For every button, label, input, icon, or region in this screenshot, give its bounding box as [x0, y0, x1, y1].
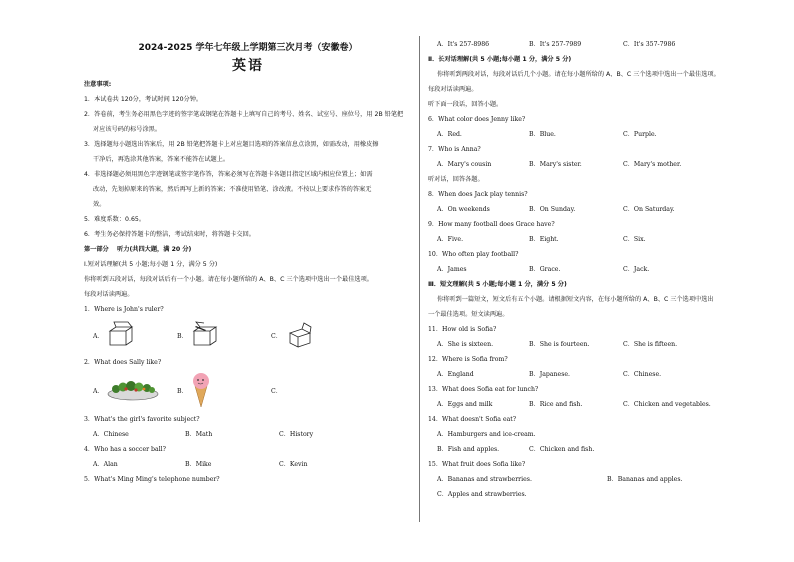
question-15-option-c-row: [428, 490, 760, 499]
note-line: 3．选择题每小题选出答案后，用 2B 铅笔把答题卡上对应题目选项的答案信息点涂黑，如需改动，用橡皮擦: [84, 141, 379, 148]
note-line: 5．难度系数：0.65。: [84, 216, 146, 223]
dialog-two-prompt: 听对话，回答各题。: [428, 176, 484, 183]
right-column: [428, 38, 760, 499]
question-14-option-a-row: [428, 430, 760, 439]
note-line: 4．非选择题必须用黑色字迹钢笔或签字笔作答，答案必须写在答题卡各题目指定区域内相应位置上；如需: [84, 171, 373, 178]
option-b[interactable]: B．Fish and apples.: [437, 446, 500, 453]
question-12: 12．Where is Sofia from?: [428, 356, 508, 363]
question-7: 7．Who is Anna?: [428, 146, 481, 153]
option-c[interactable]: C．History: [279, 431, 314, 438]
option-a[interactable]: A．It's 257-8986: [437, 41, 490, 48]
question-11-options: [428, 340, 760, 349]
option-a[interactable]: A．She is sixteen.: [437, 341, 494, 348]
section-one-instruction: 你将听到五段对话，每段对话后有一个小题。请在每小题所给的 A、B、C 三个选项中选出一个最佳选项。: [84, 276, 373, 283]
option-c[interactable]: C．Six.: [623, 236, 646, 243]
option-label: C．: [271, 387, 282, 395]
option-b[interactable]: B．Eight.: [529, 236, 559, 243]
open-box-icon: [106, 321, 136, 349]
note-line: 6．考生务必保持答题卡的整洁，考试结束时，将答题卡交回。: [84, 231, 255, 238]
question-7-options: [428, 160, 760, 169]
section-one-instruction: 每段对话读两遍。: [84, 291, 134, 298]
option-c[interactable]: C．On Saturday.: [623, 206, 675, 213]
column-divider: [419, 36, 420, 522]
option-b[interactable]: B．Math: [185, 431, 213, 438]
option-a[interactable]: A．England: [437, 371, 474, 378]
section-two-heading: Ⅱ．长对话理解(共 5 小题;每小题 1 分，满分 5 分): [428, 56, 572, 63]
notes-heading: 注意事项:: [84, 81, 112, 88]
option-c[interactable]: C．Chicken and vegetables.: [623, 401, 711, 408]
option-b[interactable]: B．Mary's sister.: [529, 161, 582, 168]
option-a[interactable]: A．On weekends: [437, 206, 490, 213]
question-14-options-bc: [428, 445, 760, 454]
question-14: 14．What doesn't Sofia eat?: [428, 416, 517, 423]
note-line: 1．本试卷共 120分，考试时间 120分钟。: [84, 96, 203, 103]
note-line: 对应该号码的标号涂黑。: [93, 126, 162, 133]
section-one-heading: Ⅰ.短对话理解(共 5 小题;每小题 1 分，满分 5 分): [84, 261, 218, 268]
option-c[interactable]: C．Jack.: [623, 266, 650, 273]
option-a[interactable]: A．Five.: [437, 236, 464, 243]
option-b[interactable]: B．Rice and fish.: [529, 401, 583, 408]
question-15: 15．What fruit does Sofia like?: [428, 461, 526, 468]
option-c[interactable]: C．Chicken and fish.: [529, 446, 595, 453]
exam-title: 2024-2025 学年七年级上学期第三次月考（安徽卷）: [138, 43, 358, 53]
question-10-options: [428, 265, 760, 274]
question-5: 5．What's Ming Ming's telephone number?: [84, 476, 220, 483]
option-c[interactable]: C．Apples and strawberries.: [437, 491, 527, 498]
option-b[interactable]: [177, 321, 271, 349]
option-c[interactable]: C．Mary's mother.: [623, 161, 682, 168]
question-9-options: [428, 235, 760, 244]
option-a[interactable]: A．Bananas and strawberries.: [437, 476, 532, 483]
subject-title: 英语: [232, 58, 264, 74]
option-a[interactable]: [84, 378, 177, 402]
question-8-options: [428, 205, 760, 214]
question-3: 3．What's the girl's favorite subject?: [84, 416, 200, 423]
option-b[interactable]: B．Bananas and apples.: [607, 476, 683, 483]
option-c[interactable]: C．It's 357-7986: [623, 41, 676, 48]
option-c[interactable]: C．Chinese.: [623, 371, 662, 378]
part-one-heading: 第一部分 听力(共四大题，满 20 分): [84, 246, 192, 253]
tilted-box-icon: [284, 321, 314, 349]
question-4: 4．Who has a soccer ball?: [84, 446, 166, 453]
option-a[interactable]: A．Eggs and milk: [437, 401, 493, 408]
option-b[interactable]: B．On Sunday.: [529, 206, 576, 213]
section-two-instruction: 你将听到两段对话，每段对话后几个小题。请在每小题所给的 A、B、C 三个选项中选出一个最佳选项。: [437, 71, 720, 78]
section-two-instruction: 每段对话读两遍。: [428, 86, 478, 93]
left-column: [84, 34, 412, 484]
option-a[interactable]: A．Mary's cousin: [437, 161, 492, 168]
question-13-options: [428, 400, 760, 409]
option-b[interactable]: B．She is fourteen.: [529, 341, 590, 348]
option-a[interactable]: [84, 321, 177, 349]
option-c[interactable]: C．Kevin: [279, 461, 308, 468]
question-10: 10．Who often play football?: [428, 251, 519, 258]
section-three-instruction: 一个最佳选项。短文读两遍。: [428, 311, 509, 318]
question-2-pictures: [84, 371, 412, 409]
section-three-heading: Ⅲ．短文理解(共 5 小题;每小题 1 分，满分 5 分): [428, 281, 567, 288]
note-line: 干净后，再选涂其他答案，答案不能答在试题上。: [93, 156, 230, 163]
dialog-one-prompt: 听下面一段话，回答小题。: [428, 101, 503, 108]
question-9: 9．How many football does Grace have?: [428, 221, 555, 228]
question-1: 1．Where is John's ruler?: [84, 306, 164, 313]
question-15-options-ab: [428, 475, 760, 484]
option-c[interactable]: [271, 321, 314, 349]
option-b[interactable]: B．Japanese.: [529, 371, 571, 378]
option-label: A．: [93, 332, 104, 340]
question-8: 8．When does Jack play tennis?: [428, 191, 528, 198]
question-13: 13．What does Sofia eat for lunch?: [428, 386, 539, 393]
option-b[interactable]: B．Grace.: [529, 266, 561, 273]
question-4-options: [84, 460, 412, 469]
question-6: 6．What color does Jenny like?: [428, 116, 526, 123]
salad-bowl-icon: [106, 378, 160, 402]
question-12-options: [428, 370, 760, 379]
option-c[interactable]: C．Purple.: [623, 131, 657, 138]
question-2: 2．What does Sally like?: [84, 359, 162, 366]
question-6-options: [428, 130, 760, 139]
option-b[interactable]: [177, 372, 271, 408]
option-a[interactable]: A．James: [437, 266, 467, 273]
note-line: 效。: [93, 201, 106, 208]
question-3-options: [84, 430, 412, 439]
question-1-pictures: [84, 318, 412, 352]
option-label: B．: [177, 332, 188, 340]
option-label: A．: [93, 387, 104, 395]
option-c[interactable]: C．She is fifteen.: [623, 341, 678, 348]
option-a[interactable]: A．Hamburgers and ice-cream.: [437, 431, 536, 438]
box-with-ruler-icon: [190, 321, 220, 349]
question-5-options: [428, 40, 760, 49]
option-b[interactable]: B．It's 257-7989: [529, 41, 582, 48]
option-a[interactable]: A．Alan: [93, 461, 118, 468]
option-a[interactable]: A．Red.: [437, 131, 462, 138]
note-line: 改动，先划掉原来的答案，然后再写上新的答案；不准使用铅笔、涂改液。不按以上要求作答的答案无: [93, 186, 372, 193]
section-three-instruction: 你将听到一篇短文，短文后有五个小题。请根据短文内容，在每小题所给的 A、B、C 三个选项中选出: [437, 296, 714, 303]
option-c[interactable]: [271, 386, 284, 395]
option-b[interactable]: B．Mike: [185, 461, 212, 468]
note-line: 2．答卷前，考生务必用黑色字迹的签字笔或钢笔在答题卡上填写自己的考号、姓名、试室号、座位号，用 2B 铅笔把: [84, 111, 404, 118]
option-a[interactable]: A．Chinese: [93, 431, 129, 438]
ice-cream-icon: [190, 372, 212, 408]
option-label: B．: [177, 387, 188, 395]
question-11: 11．How old is Sofia?: [428, 326, 497, 333]
option-label: C．: [271, 332, 282, 340]
option-b[interactable]: B．Blue.: [529, 131, 556, 138]
